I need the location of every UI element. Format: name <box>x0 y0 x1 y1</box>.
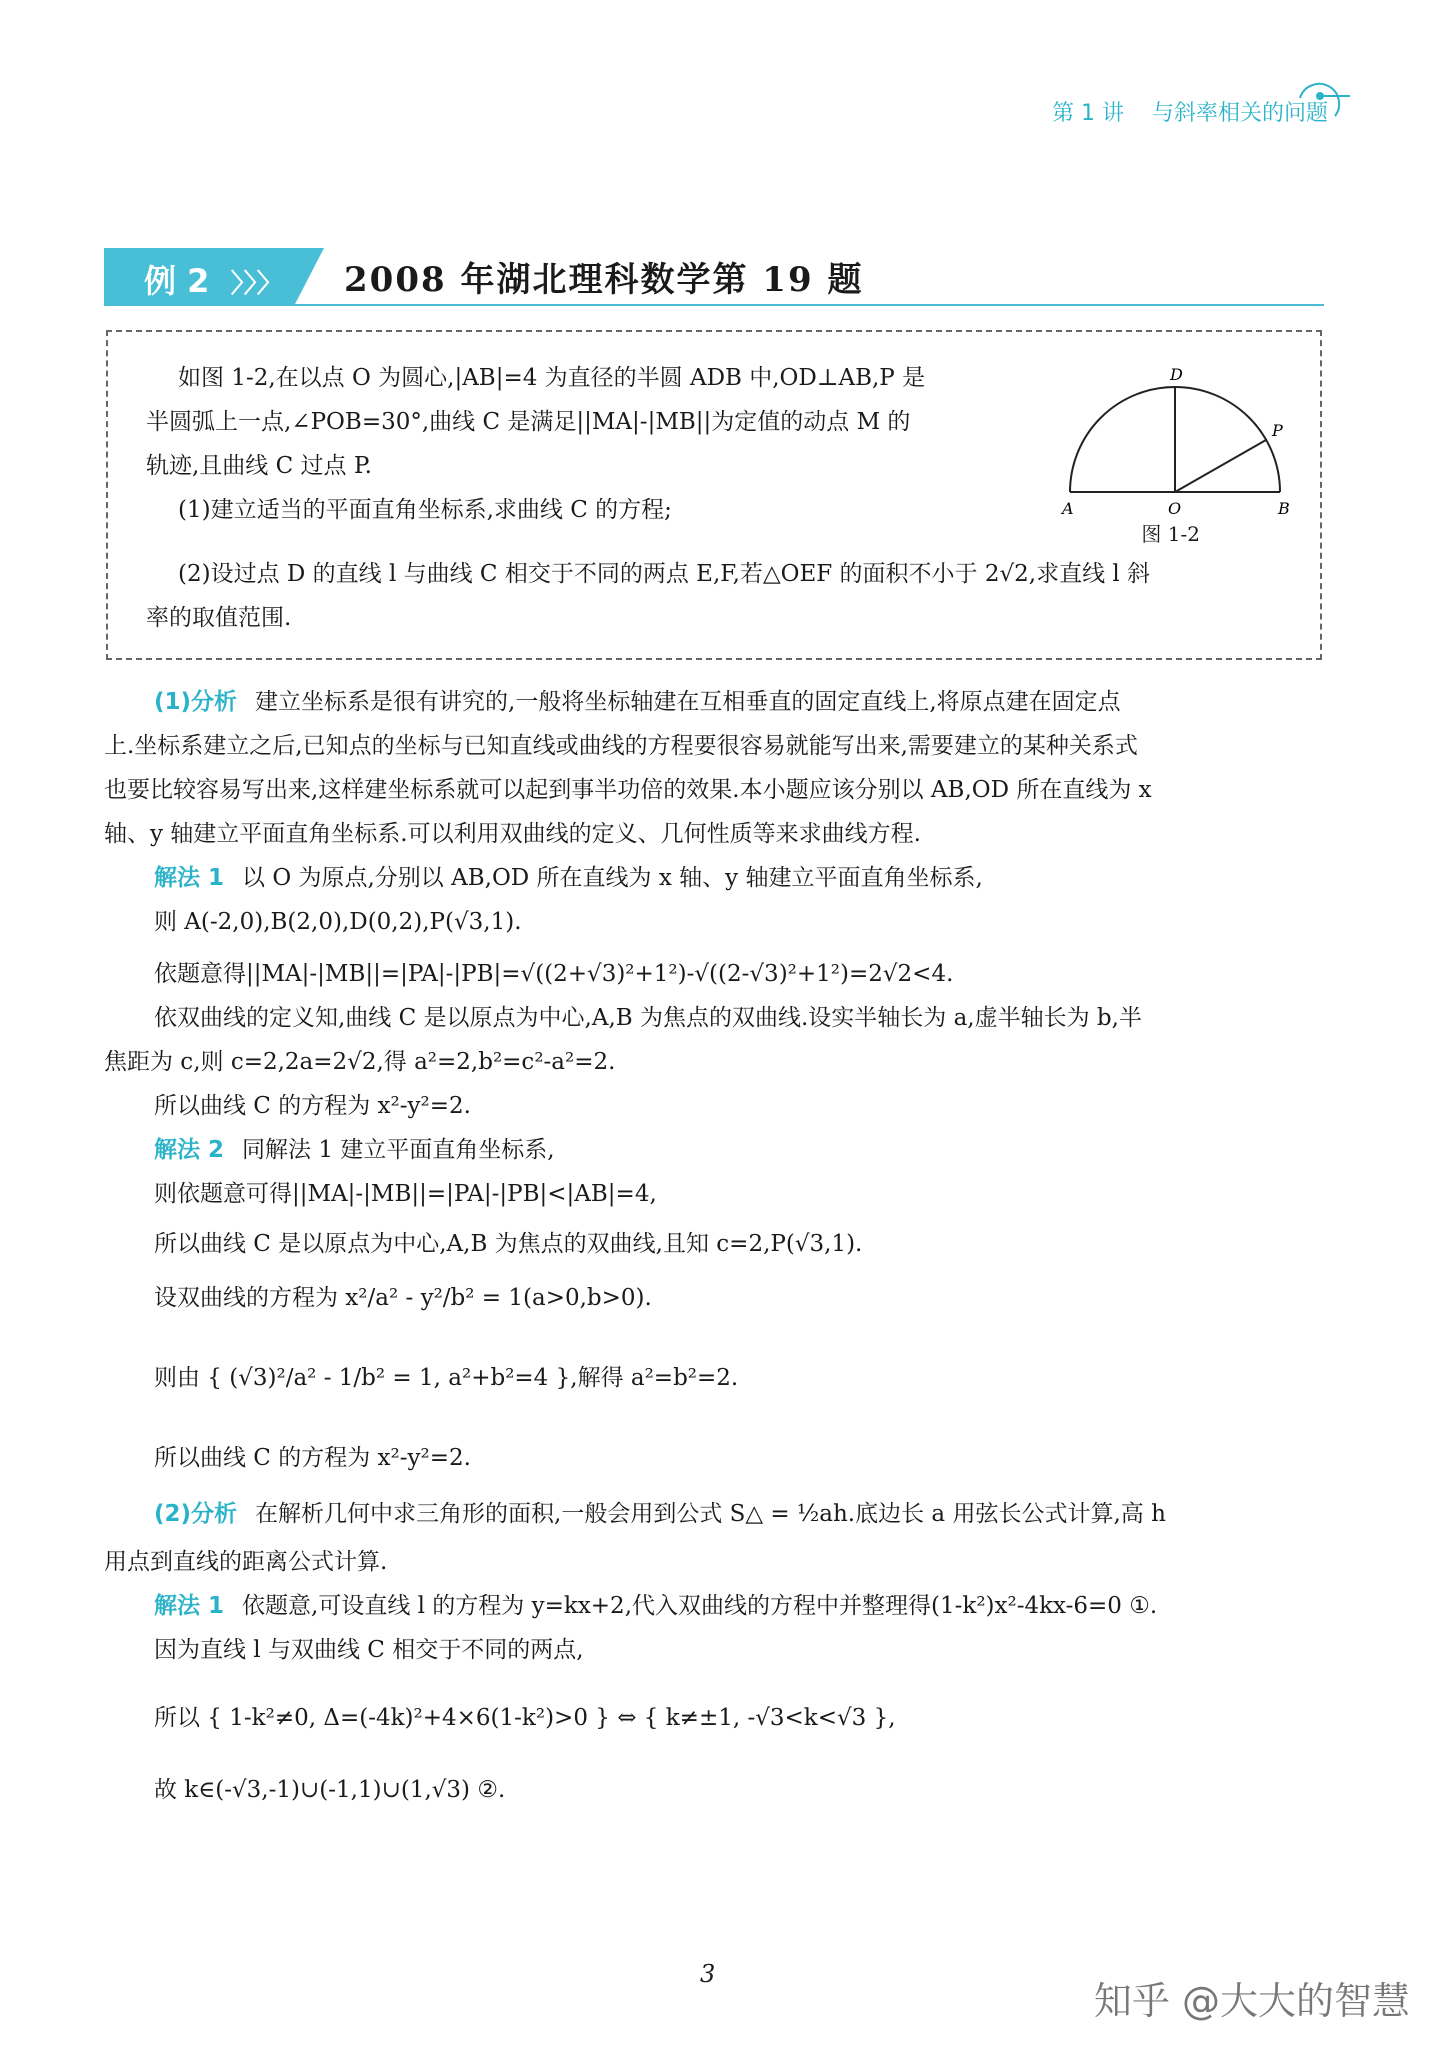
solution-text: 故 k∈(-√3,-1)∪(-1,1)∪(1,√3) ②. <box>154 1777 506 1803</box>
figure-label-a: A <box>1062 499 1074 518</box>
solution-text: 因为直线 l 与双曲线 C 相交于不同的两点, <box>154 1637 584 1663</box>
solution-2-label: 解法 2 <box>154 1137 225 1163</box>
analysis-text: 也要比较容易写出来,这样建坐标系就可以起到事半功倍的效果.本小题应该分别以 AB,OD 所在直线为 x <box>104 777 1152 803</box>
solution-text: 依题意,可设直线 l 的方程为 y=kx+2,代入双曲线的方程中并整理得(1-k²)x²-4kx-6=0 ①. <box>242 1593 1158 1619</box>
page-number: 3 <box>700 1960 716 1988</box>
solution-1 <box>104 856 1324 900</box>
problem-line: 半圆弧上一点,∠POB=30°,曲线 C 是满足||MA|-|MB||为定值的动点 M 的 <box>146 409 911 435</box>
solution-text: 所以曲线 C 是以原点为中心,A,B 为焦点的双曲线,且知 c=2,P(√3,1). <box>154 1231 863 1257</box>
solution-3-label: 解法 1 <box>154 1593 225 1619</box>
analysis-text: 上.坐标系建立之后,已知点的坐标与已知直线或曲线的方程要很容易就能写出来,需要建立的某种关系式 <box>104 733 1138 759</box>
solution-text: 焦距为 c,则 c=2,2a=2√2,得 a²=2,b²=c²-a²=2. <box>104 1049 616 1075</box>
example-tag <box>104 248 294 306</box>
figure-label-o: O <box>1168 499 1182 518</box>
figure-label-d: D <box>1170 365 1183 384</box>
solution-text: 依双曲线的定义知,曲线 C 是以原点为中心,A,B 为焦点的双曲线.设实半轴长为 a,虚半轴长为 b,半 <box>154 1005 1142 1031</box>
solution-text: 所以 { 1-k²≠0, Δ=(-4k)²+4×6(1-k²)>0 } ⇔ { k≠±1, -√3<k<√3 }, <box>154 1705 896 1731</box>
semicircle-figure <box>1050 352 1300 532</box>
solution-body <box>104 680 1324 1812</box>
solution-text: 则依题意可得||MA|-|MB||=|PA|-|PB|<|AB|=4, <box>154 1181 657 1207</box>
figure-caption: 图 1-2 <box>1141 522 1200 546</box>
problem-box <box>106 330 1322 660</box>
solution-1-label: 解法 1 <box>154 865 225 891</box>
analysis-text: 在解析几何中求三角形的面积,一般会用到公式 S△ = ½ah.底边长 a 用弦长公式计算,高 h <box>255 1501 1166 1527</box>
problem-question-2 <box>146 552 1298 640</box>
problem-line: (2)设过点 D 的直线 l 与曲线 C 相交于不同的两点 E,F,若△OEF 的面积不小于 2√2,求直线 l 斜 <box>178 561 1151 587</box>
analysis-1-label: (1)分析 <box>154 689 238 715</box>
title-underline <box>104 304 1324 306</box>
solution-2 <box>104 1128 1324 1172</box>
analysis-2 <box>104 1492 1324 1536</box>
analysis-1 <box>104 680 1324 724</box>
analysis-text: 用点到直线的距离公式计算. <box>104 1549 388 1575</box>
solution-text: 以 O 为原点,分别以 AB,OD 所在直线为 x 轴、y 轴建立平面直角坐标系, <box>242 865 983 891</box>
solution-text: 所以曲线 C 的方程为 x²-y²=2. <box>154 1445 471 1471</box>
lecture-topic: 与斜率相关的问题 <box>1151 101 1328 126</box>
solution-3 <box>104 1584 1324 1628</box>
analysis-text: 轴、y 轴建立平面直角坐标系.可以利用双曲线的定义、几何性质等来求曲线方程. <box>104 821 921 847</box>
solution-text: 同解法 1 建立平面直角坐标系, <box>242 1137 555 1163</box>
problem-line: 轨迹,且曲线 C 过点 P. <box>146 453 372 479</box>
analysis-text: 建立坐标系是很有讲究的,一般将坐标轴建在互相垂直的固定直线上,将原点建在固定点 <box>255 689 1121 715</box>
example-title-bar <box>104 248 1324 306</box>
solution-text: 依题意得||MA|-|MB||=|PA|-|PB|=√((2+√3)²+1²)-√((2-√3)²+1²)=2√2<4. <box>154 961 954 987</box>
example-number: 例 2 <box>144 262 210 300</box>
problem-line: 率的取值范围. <box>146 605 292 631</box>
solution-text: 所以曲线 C 的方程为 x²-y²=2. <box>154 1093 471 1119</box>
lecture-number: 第 1 讲 <box>1052 101 1124 126</box>
figure-label-b: B <box>1278 499 1290 518</box>
figure-label-p: P <box>1272 421 1283 440</box>
title-tag-tail <box>294 248 324 306</box>
problem-question-1: (1)建立适当的平面直角坐标系,求曲线 C 的方程; <box>178 497 672 523</box>
problem-line: 如图 1-2,在以点 O 为圆心,|AB|=4 为直径的半圆 ADB 中,OD⊥AB,P 是 <box>178 365 926 391</box>
page-header <box>1052 96 1328 127</box>
solution-text: 则 A(-2,0),B(2,0),D(0,2),P(√3,1). <box>154 909 522 935</box>
example-title: 2008 年湖北理科数学第 19 题 <box>344 260 864 300</box>
analysis-2-label: (2)分析 <box>154 1501 238 1527</box>
solution-text: 则由 { (√3)²/a² - 1/b² = 1, a²+b²=4 },解得 a²=b²=2. <box>154 1365 739 1391</box>
solution-text: 设双曲线的方程为 x²/a² - y²/b² = 1(a>0,b>0). <box>154 1285 652 1311</box>
problem-statement <box>146 356 1078 532</box>
arrows-icon: 〉〉〉 <box>230 269 283 299</box>
watermark: 知乎 @大大的智慧 <box>1093 1979 1410 2023</box>
